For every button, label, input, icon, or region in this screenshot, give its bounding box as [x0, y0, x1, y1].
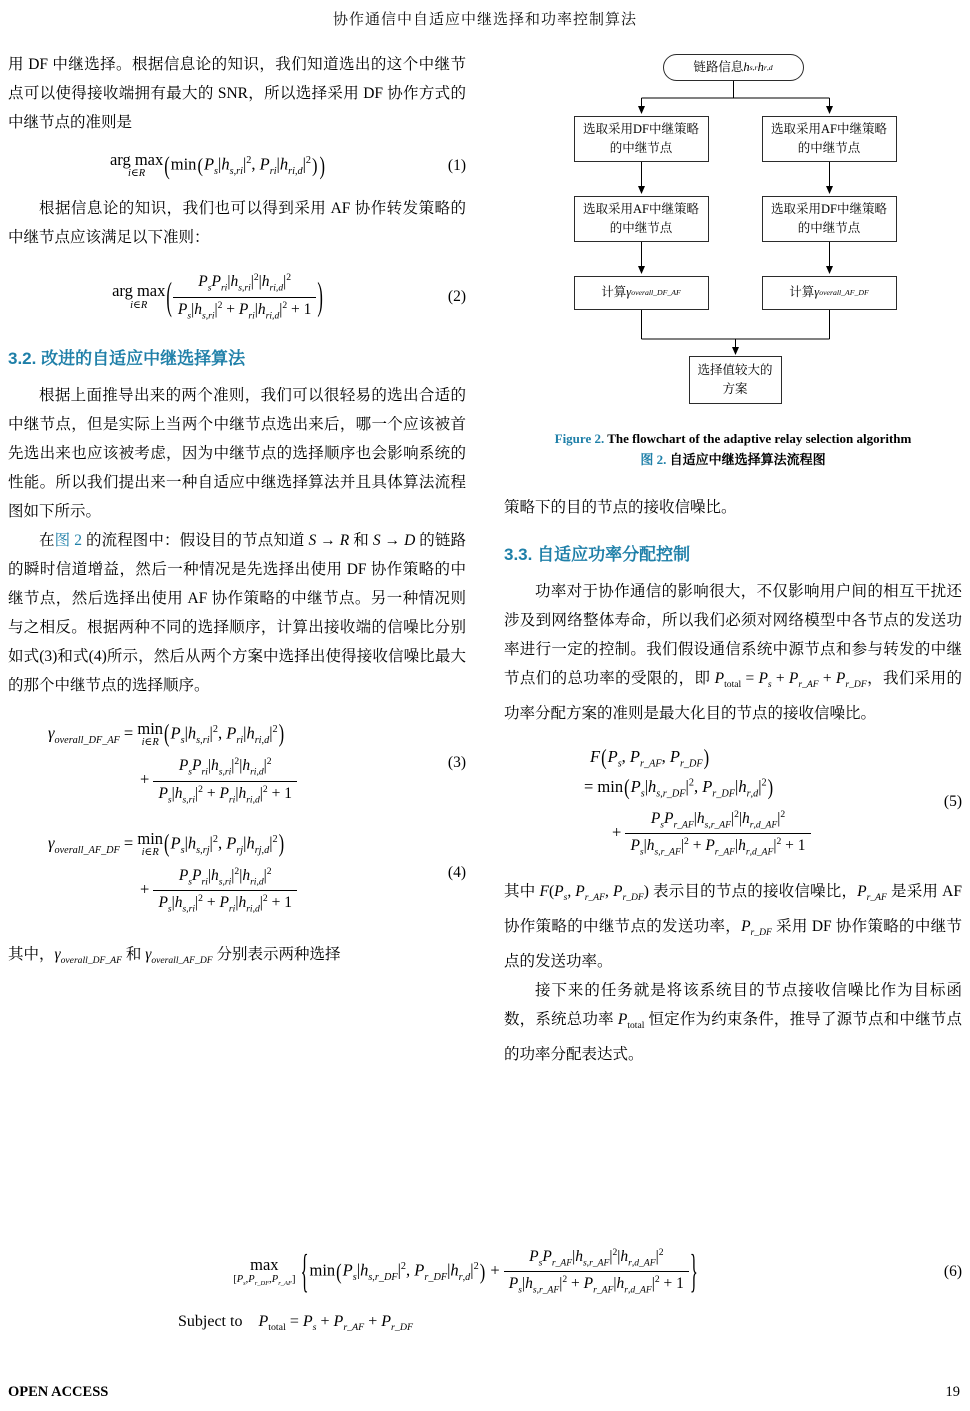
section-heading-3-3: 3.3. 自适应功率分配控制	[504, 544, 691, 564]
paragraph: 策略下的目的节点的接收信噪比。	[504, 498, 737, 516]
right-column	[504, 50, 962, 1069]
flowchart-node-select-df-second: 选取采用DF中继策略的中继节点	[762, 196, 897, 242]
paragraph: 在图 2 的流程图中：假设目的节点知道 S → R 和 S → D 的链路的瞬时信道增益，然后一种情况是先选择出使用 DF 协作策略的中继节点，然后选择出使用 AF 协作策略的中继节点。另一种情况则与之相反。根据两种不同的选择顺序，计算出接收端的信噪比分别如式(3)和式(4)所示，然后从两个方案中选择出使得接收信噪比最大的那个中继节点的选择顺序。	[8, 531, 466, 694]
constraint-line: Subject to $P_{total} = P_s + P_{r\_AF} + P_{r\_DF}$	[178, 1312, 414, 1333]
figure-caption-zh-label: 图 2.	[640, 452, 667, 468]
figure-caption-zh-text: 自适应中继选择算法流程图	[669, 452, 826, 468]
paragraph: 用 DF 中继选择。根据信息论的知识，我们知道选出的这个中继节点可以使得接收端拥有最大的 SNR，所以选择采用 DF 协作方式的中继节点的准则是	[8, 56, 466, 131]
equation-line: + $P_sP_{ri}|h_{s,ri}|^2|h_{ri,d}|^2$ $P_s|h_{s,ri}|^2 + P_{ri}|h_{ri,d}|^2 + 1$	[8, 866, 428, 916]
open-access-label: OPEN ACCESS	[8, 1384, 109, 1400]
equation-number: (1)	[447, 156, 466, 174]
equation-number: (4)	[447, 863, 466, 881]
equation-line: + $P_sP_{ri}|h_{s,ri}|^2|h_{ri,d}|^2$ $P_s|h_{s,ri}|^2 + P_{ri}|h_{ri,d}|^2 + 1$	[8, 756, 428, 806]
paragraph: 接下来的任务就是将该系统目的节点接收信噪比作为目标函数，系统总功率 $P_{total}$ 恒定作为约束条件，推导了源节点和中继节点的功率分配表达式。	[504, 981, 962, 1063]
equation-body	[8, 720, 428, 806]
equation-line: $\gamma_{overall\_AF\_DF}$ = min i∈R ($P_s|h_{s,rj}|^2$, $P_{rj}|h_{rj,d}|^2$)	[48, 828, 285, 859]
flowchart-node-select-af-second: 选取采用AF中继策略的中继节点	[574, 196, 709, 242]
paragraph: 功率对于协作通信的影响很大，不仅影响用户间的相互干扰还涉及到网络整体寿命，所以我们必须对网络模型中各节点的发送功率进行一定的控制。我们假设通信系统中源节点和参与转发的中继节点们的总功率的受限的，即 $P_{total} = P_s + P_{r\_AF} + P_{r\_DF}$，我们采用的功率分配方案的准则是最大化目的节点的接收信噪比。	[504, 582, 962, 722]
figure-2-reference[interactable]: 图 2	[54, 531, 82, 549]
section-heading-3-2: 3.2. 改进的自适应中继选择算法	[8, 348, 246, 368]
two-column-body	[8, 50, 962, 1069]
flowchart-node-compute-df-af: 计算 γ overall_DF_AF	[574, 276, 709, 310]
page-footer	[8, 1384, 960, 1401]
equation-line: = $\min(P_s|h_{s,r\_DF}|^2$, $P_{r\_DF}|h_{r,d}|^2$)	[584, 774, 774, 801]
figure-caption-en-text: The flowchart of the adaptive relay selection algorithm	[607, 431, 912, 446]
equation-number: (5)	[943, 793, 962, 811]
left-column	[8, 50, 466, 1069]
equation-4	[8, 830, 466, 916]
figure-2-caption	[504, 428, 962, 471]
flowchart-node-choose-larger: 选择值较大的方案	[689, 356, 782, 404]
page-number: 19	[945, 1384, 960, 1400]
equation-body	[8, 830, 428, 916]
figure-caption-en	[504, 428, 962, 449]
figure-caption-en-label: Figure 2.	[554, 431, 605, 446]
figure-2-flowchart	[506, 54, 961, 412]
paragraph: 根据信息论的知识，我们也可以得到采用 AF 协作转发策略的中继节点应该满足以下准则：	[8, 200, 466, 247]
equation-body: arg max i∈R ( $P_sP_{ri}|h_{s,ri}|^2|h_{ri,d}|^2$ $P_s|h_{s,ri}|^2 + P_{ri}|h_{ri,d}|^2 + 1$ )	[112, 272, 323, 321]
equation-1	[8, 151, 466, 180]
flowchart-node-link-info: 链路信息 h s,r h r,d	[663, 54, 804, 81]
equation-3	[8, 720, 466, 806]
equation-6-block	[8, 1233, 962, 1333]
running-head: 协作通信中自适应中继选择和功率控制算法	[332, 12, 637, 28]
equation-number: (3)	[447, 753, 466, 771]
flowchart-node-select-af-first: 选取采用AF中继策略的中继节点	[762, 116, 897, 162]
equation-body: max $[P_s,P_{r\_DF},P_{r\_AF}]$ {$\min(P_s|h_{s,r\_DF}|^2$, $P_{r\_DF}|h_{r,d}|^2$) + $P_sP_{r\_AF}|h_{s,r\_AF}|^2|h_{r,d\_AF}|^2$ $P_s|h_{s,r\_AF}|^2 + P_{r\_AF}|h_{r,d\_AF}|^2 + 1$ }	[233, 1243, 698, 1298]
flowchart-node-compute-af-df: 计算 γ overall_AF_DF	[762, 276, 897, 310]
equation-body	[504, 746, 924, 859]
equation-6	[8, 1243, 962, 1298]
equation-5	[504, 746, 962, 859]
paragraph: 其中 $F(P_s$, $P_{r\_AF}$, $P_{r\_DF}$) 表示目的节点的接收信噪比，$P_{r\_AF}$ 是采用 AF 协作策略的中继节点的发送功率，$P_{r\_DF}$ 采用 DF 协作策略的中继节点的发送功率。	[504, 882, 962, 970]
paragraph: 其中，$\gamma_{overall\_DF\_AF}$ 和 $\gamma_{overall\_AF\_DF}$ 分别表示两种选择	[8, 945, 341, 966]
paragraph: 根据上面推导出来的两个准则，我们可以很轻易的选出合适的中继节点，但是实际上当两个中继节点选出来后，哪一个应该被首先选出来也应该被考虑，因为中继节点的选择顺序也会影响系统的性能。所以我们提出来一种自适应中继选择算法并且具体算法流程图如下所示。	[8, 386, 466, 520]
equation-number: (2)	[447, 288, 466, 306]
figure-caption-zh	[504, 449, 962, 470]
flowchart-node-select-df-first: 选取采用DF中继策略的中继节点	[574, 116, 709, 162]
equation-2	[8, 272, 466, 322]
equation-line: $\gamma_{overall\_DF\_AF}$ = min i∈R ($P_s|h_{s,ri}|^2$, $P_{ri}|h_{ri,d}|^2$)	[48, 718, 285, 749]
equation-number: (6)	[943, 1262, 962, 1280]
equation-line: $F(P_s$, $P_{r\_AF}$, $P_{r\_DF}$)	[590, 744, 710, 771]
equation-body: arg max i∈R ($\min(P_s|h_{s,ri}|^2$, $P_{ri}|h_{ri,d}|^2$) )	[109, 150, 326, 180]
equation-line: + $P_sP_{r\_AF}|h_{s,r\_AF}|^2|h_{r,d\_AF}|^2$ $P_s|h_{s,r\_AF}|^2 + P_{r\_AF}|h_{r,d\_AF}|^2 + 1$	[504, 809, 924, 859]
